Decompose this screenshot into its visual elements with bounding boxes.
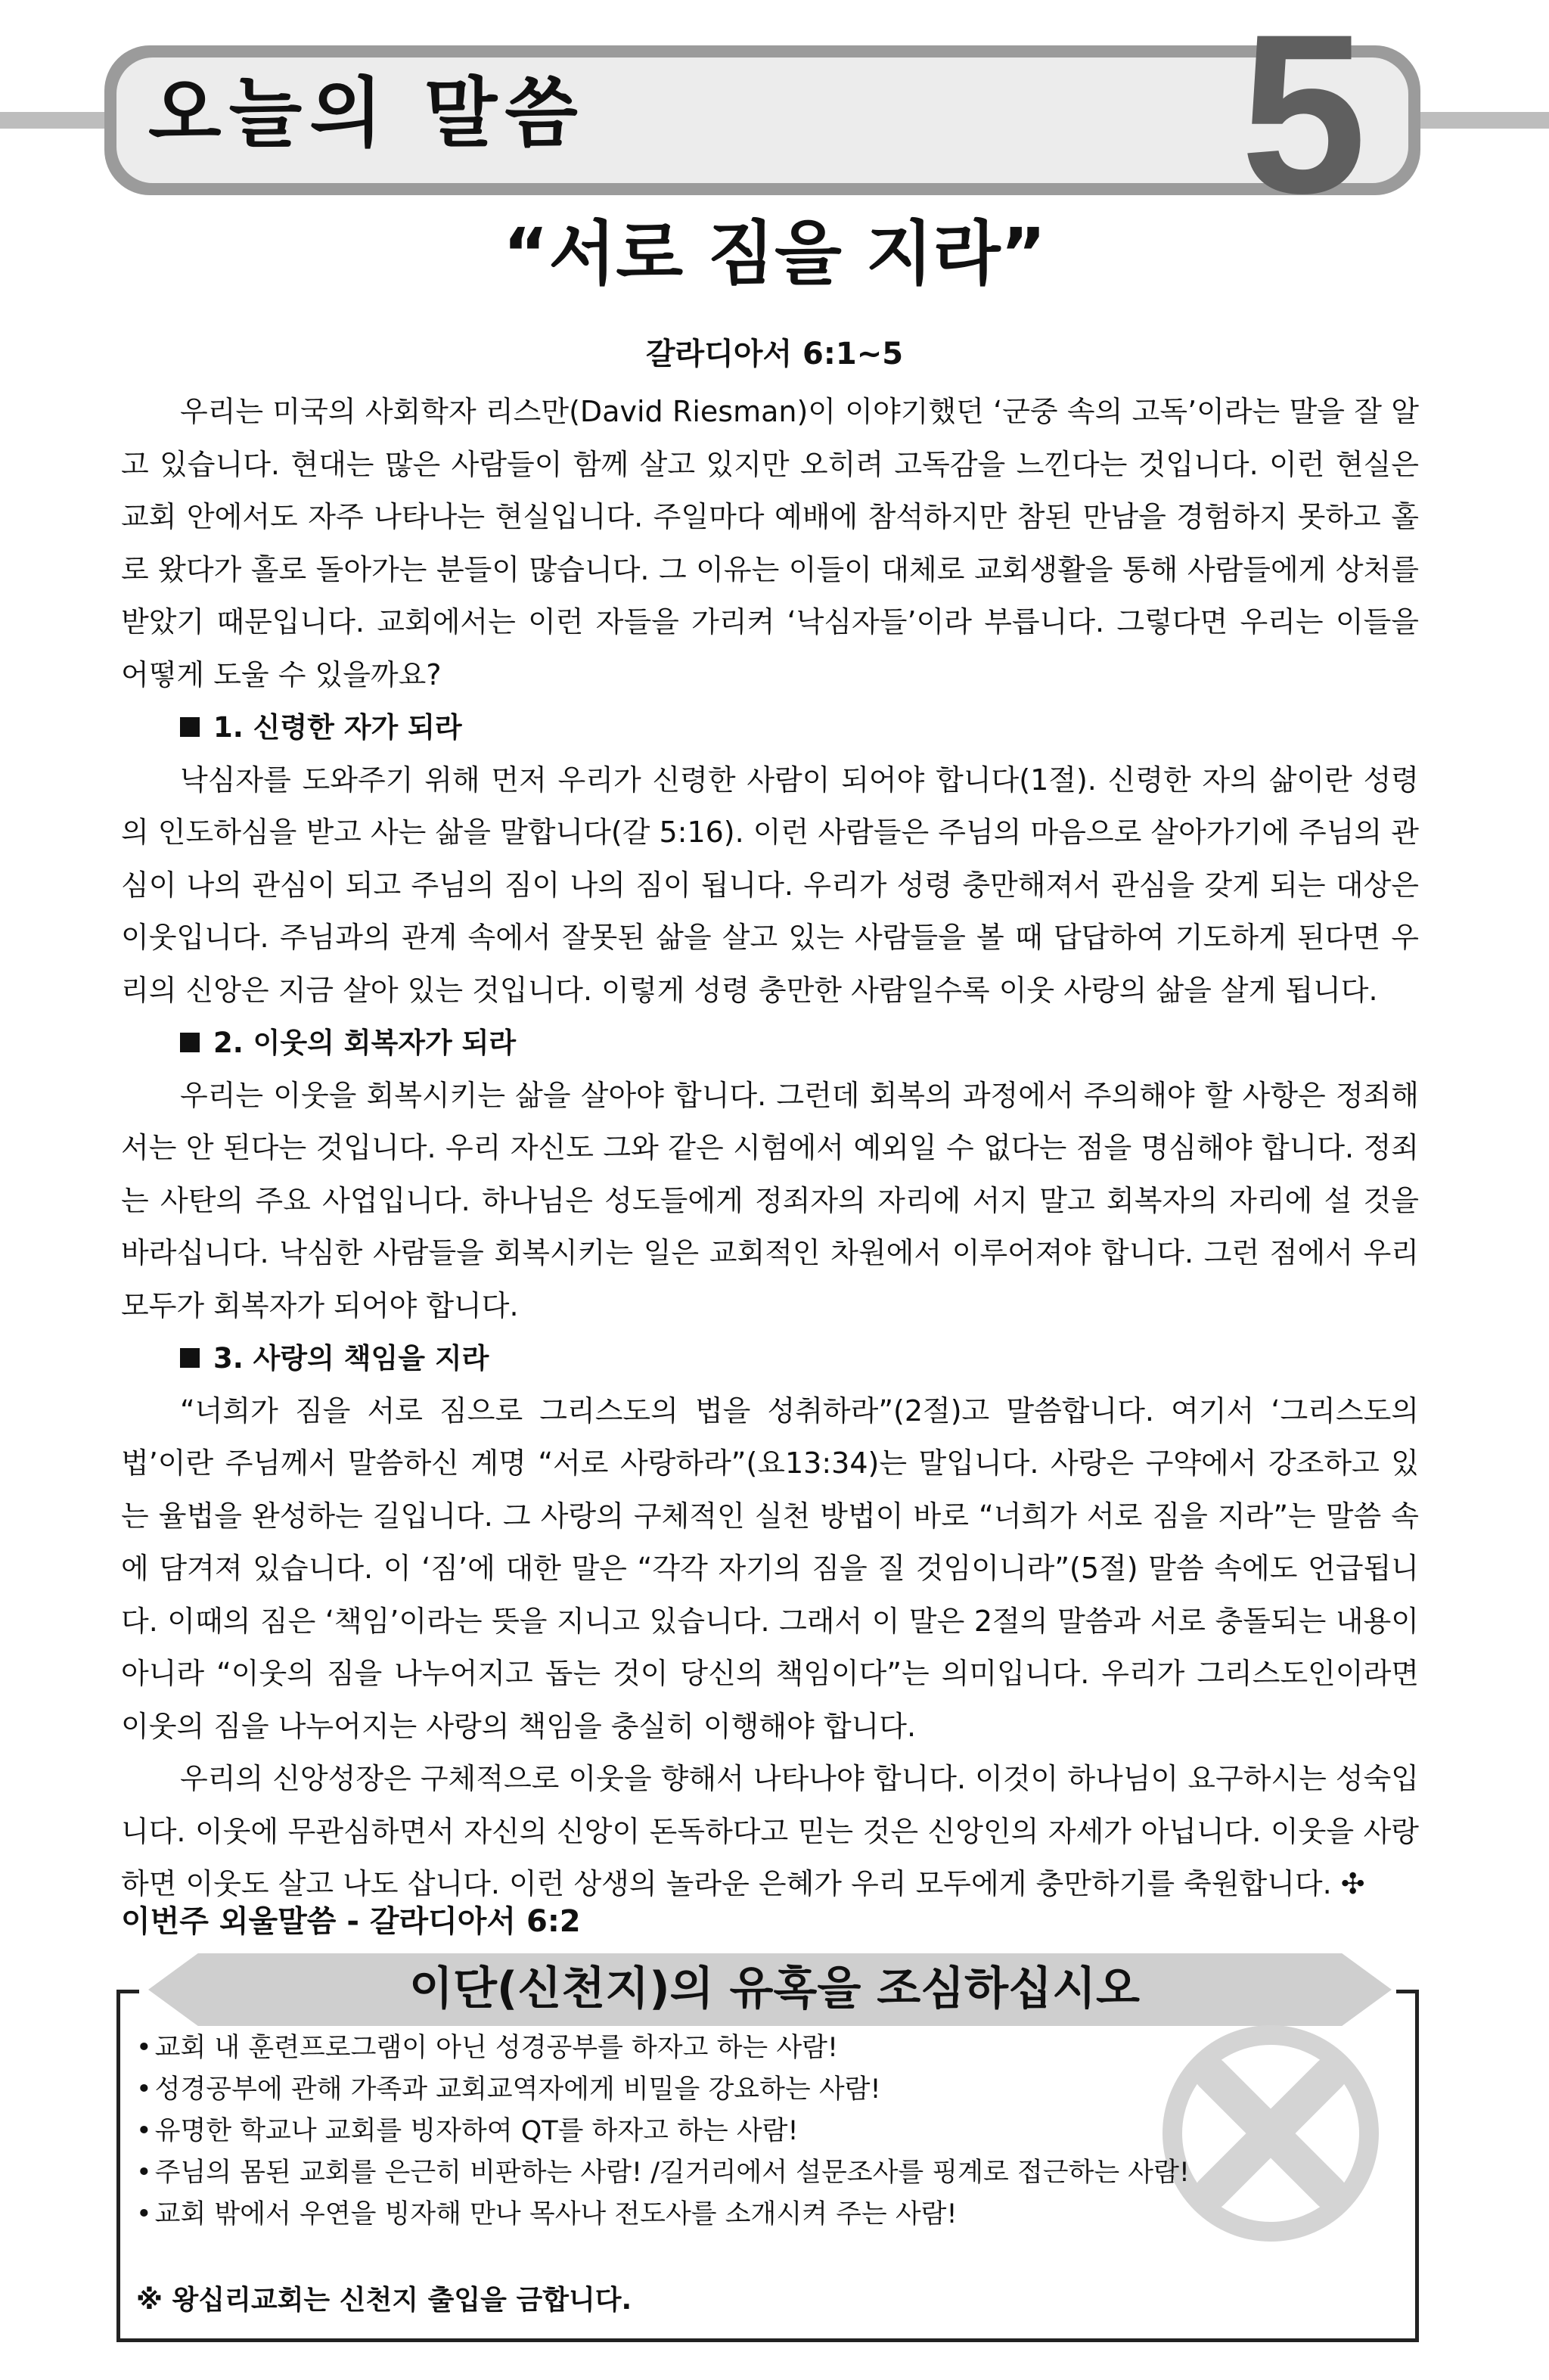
memory-verse: 이번주 외울말씀 - 갈라디아서 6:2 (121, 1904, 581, 1939)
warning-item: • 성경공부에 관해 가족과 교회교역자에게 비밀을 강요하는 사람! (136, 2069, 1422, 2111)
header-number: 5 (1240, 0, 1367, 241)
square-bullet-icon (180, 1033, 200, 1052)
point-heading-1: 1. 신령한 자가 되라 (121, 701, 1419, 754)
warning-item: • 유명한 학교나 교회를 빙자하여 QT를 하자고 하는 사람! (136, 2111, 1422, 2152)
warning-footer: ※ 왕십리교회는 신천지 출입을 금합니다. (136, 2285, 632, 2316)
point-heading-3: 3. 사랑의 책임을 지라 (121, 1332, 1419, 1385)
square-bullet-icon (180, 717, 200, 737)
warning-list (136, 2027, 1422, 2236)
point-heading-2: 2. 이웃의 회복자가 되라 (121, 1017, 1419, 1070)
sermon-body (121, 386, 1419, 1911)
point-paragraph-1: 낙심자를 도와주기 위해 먼저 우리가 신령한 사람이 되어야 합니다(1절). 신령한 자의 삶이란 성령의 인도하심을 받고 사는 삶을 말합니다(갈 5:16). 이런 사람들은 주님의 마음으로 살아가기에 주님의 관심이 나의 관심이 되고 주님의 짐이 나의 짐이 됩니다. 우리가 성령 충만해져서 관심을 갖게 되는 대상은 이웃입니다. 주님과의 관계 속에서 잘못된 삶을 살고 있는 사람들을 볼 때 답답하여 기도하게 된다면 우리의 신앙은 지금 살아 있는 것입니다. 이렇게 성령 충만한 사람일수록 이웃 사랑의 삶을 살게 됩니다. (121, 763, 1419, 1007)
sermon-title: “서로 짐을 지라” (502, 213, 1047, 294)
point-paragraph-2: 우리는 이웃을 회복시키는 삶을 살아야 합니다. 그런데 회복의 과정에서 주의해야 할 사항은 정죄해서는 안 된다는 것입니다. 우리 자신도 그와 같은 시험에서 예외일 수 없다는 점을 명심해야 합니다. 정죄는 사탄의 주요 사업입니다. 하나님은 성도들에게 정죄자의 자리에 서지 말고 회복자의 자리에 설 것을 바라십니다. 낙심한 사람들을 회복시키는 일은 교회적인 차원에서 이루어져야 합니다. 그런 점에서 우리 모두가 회복자가 되어야 합니다. (121, 1078, 1419, 1322)
warning-item: • 교회 밖에서 우연을 빙자해 만나 목사나 전도사를 소개시켜 주는 사람! (136, 2194, 1422, 2236)
warning-item: • 주님의 몸된 교회를 은근히 비판하는 사람! /길거리에서 설문조사를 핑계로 접근하는 사람! (136, 2152, 1422, 2194)
conclusion-paragraph: 우리의 신앙성장은 구체적으로 이웃을 향해서 나타나야 합니다. 이것이 하나님이 요구하시는 성숙입니다. 이웃에 무관심하면서 자신의 신앙이 돈독하다고 믿는 것은 신앙인의 자세가 아닙니다. 이웃을 사랑하면 이웃도 살고 나도 삽니다. 이런 상생의 놀라운 은혜가 우리 모두에게 충만하기를 축원합니다. ✣ (121, 1762, 1419, 1900)
warning-item: • 교회 내 훈련프로그램이 아닌 성경공부를 하자고 하는 사람! (136, 2027, 1422, 2069)
point-paragraph-3: “너희가 짐을 서로 짐으로 그리스도의 법을 성취하라”(2절)고 말씀합니다. 여기서 ‘그리스도의 법’이란 주님께서 말씀하신 계명 “서로 사랑하라”(요13:34)는 말입니다. 사랑은 구약에서 강조하고 있는 율법을 완성하는 길입니다. 그 사랑의 구체적인 실천 방법이 바로 “너희가 서로 짐을 지라”는 말씀 속에 담겨져 있습니다. 이 ‘짐’에 대한 말은 “각각 자기의 짐을 질 것임이니라”(5절) 말씀 속에도 언급됩니다. 이때의 짐은 ‘책임’이라는 뜻을 지니고 있습니다. 그래서 이 말은 2절의 말씀과 서로 충돌되는 내용이 아니라 “이웃의 짐을 나누어지고 돕는 것이 당신의 책임이다”는 의미입니다. 우리가 그리스도인이라면 이웃의 짐을 나누어지는 사랑의 책임을 충실히 이행해야 합니다. (121, 1394, 1419, 1743)
warning-title: 이단(신천지)의 유혹을 조심하십시오 (408, 1962, 1141, 2015)
header-title: 오늘의 말씀 (148, 69, 585, 157)
intro-paragraph: 우리는 미국의 사회학자 리스만(David Riesman)이 이야기했던 ‘군중 속의 고독’이라는 말을 잘 알고 있습니다. 현대는 많은 사람들이 함께 살고 있지만 오히려 고독감을 느낀다는 것입니다. 이런 현실은 교회 안에서도 자주 나타나는 현실입니다. 주일마다 예배에 참석하지만 참된 만남을 경험하지 못하고 홀로 왔다가 홀로 돌아가는 분들이 많습니다. 그 이유는 이들이 대체로 교회생활을 통해 사람들에게 상처를 받았기 때문입니다. 교회에서는 이런 자들을 가리켜 ‘낙심자들’이라 부릅니다. 그렇다면 우리는 이들을 어떻게 도울 수 있을까요? (121, 395, 1419, 691)
square-bullet-icon (180, 1348, 200, 1368)
sermon-reference: 갈라디아서 6:1~5 (645, 337, 904, 371)
